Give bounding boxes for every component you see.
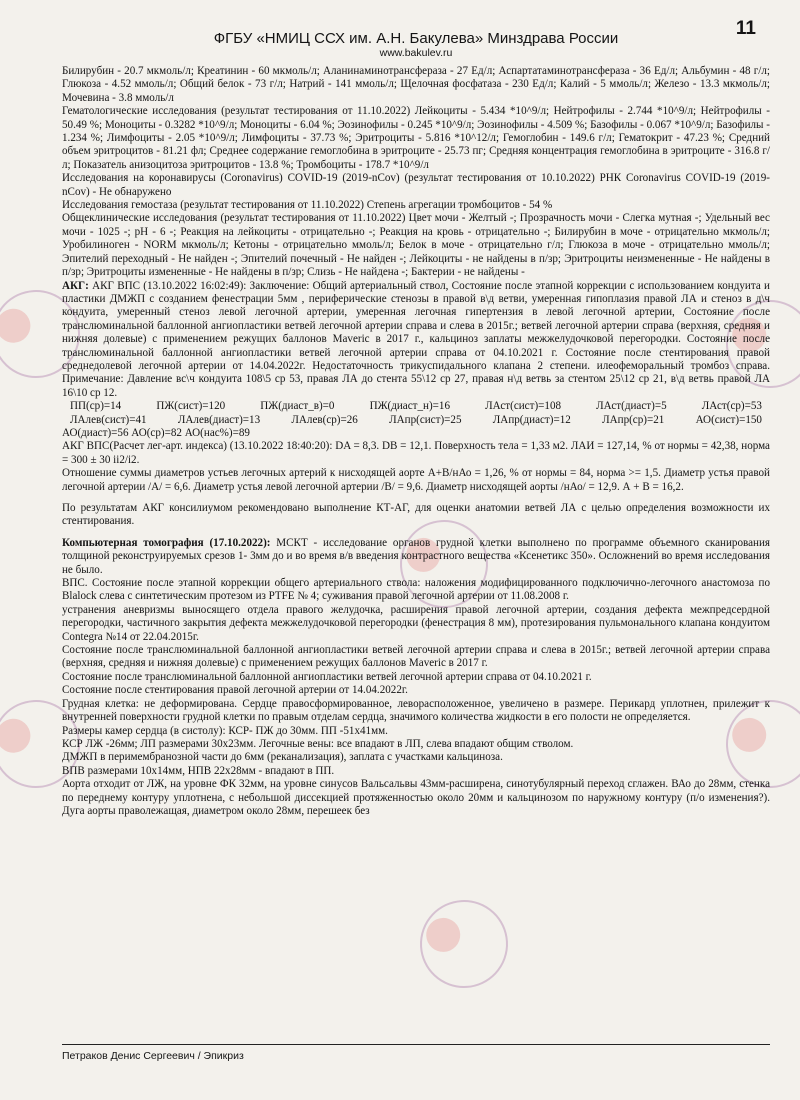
kt-paragraph: Аорта отходит от ЛЖ, на уровне ФК 32мм, на уровне синусов Вальсальвы 43мм-расширена, синотубулярный переход сглажен. ВАо до 28мм, стенка по переднему контуру уплотнена, с небольшой диссекцией протяженностью около 20мм и кальцинозом по наружному контуру (п/о изменения?). Дуга аорты праволежащая, диаметром около 28мм, перешеек без: [62, 778, 770, 817]
kt-paragraph: Состояние после транслюминальной баллонной ангиопластики ветвей легочной артерии справа от 04.10.2021 г.: [62, 670, 592, 683]
kt-paragraph: ВПС. Состояние после этапной коррекции общего артериального ствола: наложения модифицированного подключично-легочного анастомоза по Blalock слева с синтетическим протезом из PTFE № 4; суживания правой легочной артерии от 11.08.2008 г.: [62, 577, 770, 603]
measure: ЛАпр(диаст)=12: [492, 413, 571, 426]
kt-paragraph: Состояние после транслюминальной баллонной ангиопластики ветвей легочной артерии справа и слева в 2015г.; ветвей легочной артерии справа (верхняя, средняя и нижняя долевые) с применением режущих баллонов Maveric в 2017 г.: [62, 644, 770, 670]
kt-paragraph: Размеры камер сердца (в систолу): КСР- ПЖ до 30мм. ПП -51х41мм.: [62, 724, 388, 737]
lab-covid: Исследования на коронавирусы (Coronavirus) COVID-19 (2019-nCov) (результат тестирования от 10.10.2022) РНК Coronavirus COVID-19 (2019-nCov) - Не обнаружено: [62, 172, 770, 198]
konsilium-text: По результатам АКГ консилиумом рекомендовано выполнение КТ-АГ, для оценки анатомии ветвей ЛА с целью определения возможности их стентирования.: [62, 502, 770, 528]
kt-paragraph: КСР ЛЖ -26мм; ЛП размерами 30х23мм. Легочные вены: все впадают в ЛП, слева впадают общим стволом.: [62, 737, 574, 750]
akg-index-text2: Отношение суммы диаметров устьев легочных артерий к нисходящей аорте А+В/нАо = 1,26, % от нормы = 84, норма >= 1,5. Диаметр устья правой легочной артерии /А/ = 6,6. Диаметр устья левой легочной артерии /В/ = 9,6. Диаметр нисходящей аорты /нАо/ = 12,9. А + В = 16,2.: [62, 467, 770, 493]
measure: ЛАлев(ср)=26: [291, 413, 358, 426]
kt-label: Компьютерная томография (17.10.2022):: [62, 536, 271, 549]
document-body: [62, 65, 770, 400]
footer-text: Петраков Денис Сергеевич / Эпикриз: [62, 1050, 244, 1062]
akg-text: АКГ ВПС (13.10.2022 16:02:49): Заключение: Общий артериальный ствол, Состояние после этапной коррекции с использованием кондуита и пластики ДМЖП с созданием фенестрации 5мм , периферические стенозы в правой в\д ветви, умеренная гипоплазия правой ЛА и стеноз в д\ч кондуита, умеренный стеноз левой легочной артерии, умеренная легочная гипертензия в левой легочной артерии, Состояние после транслюминальной баллонной ангиопластики ветвей легочной артерии справа и слева в 2015г.; ветвей легочной артерии справа (верхняя, средняя и нижняя долевые) с применением режущих баллонов Maveric в 2017 г., кальциноз заплаты межжелудочковой перегородки. Состояние после транслюминальной баллонной ангиопластики ветвей легочной артерии справа от 04.10.2021 г. Состояние после стентирования правой среднедолевой легочной артерии от 14.04.2022г. Недостаточность трикуспидального клапана 2 степени. илеофеморальный тромбоз справа. Примечание: Давление вс\ч кондуита 108\5 ср 53, правая ЛА до стента 55\12 ср 27, правая н\д ветвь за стентом 25\12 ср 21, в\д ветвь правой ЛА 16\10 ср 12.: [62, 279, 770, 399]
kt-section: [62, 537, 770, 577]
measure: ПЖ(диаст_н)=16: [369, 400, 451, 413]
kt-text: МСКТ - исследование органов грудной клетки выполнено по программе объемного сканирования толщиной реконструируемых срезов 1- 3мм до и во время в/в введения контрастного вещества «Ксенетикс 350». Осложнений во время исследования не было.: [62, 536, 770, 576]
measure: ЛАлев(диаст)=13: [177, 413, 261, 426]
kt-paragraph: ДМЖП в перимембранозной части до 6мм (реканализация), заплата с участками кальциноза.: [62, 751, 503, 764]
akg-section: [62, 280, 770, 401]
kt-paragraph: Состояние после стентирования правой легочной артерии от 14.04.2022г.: [62, 684, 408, 697]
measure: ЛАпр(сист)=25: [389, 413, 462, 426]
page-number: 11: [735, 18, 756, 39]
measure: ПП(ср)=14: [70, 400, 122, 413]
akg-index-text: АКГ ВПС(Расчет лег-арт. индекса) (13.10.2022 18:40:20): DA = 8,3. DB = 12,1. Поверхность тела = 1,33 м2. ЛАИ = 127,14, % от нормы = 42,38, норма = 300 ± 30 ii2/i2.: [62, 440, 770, 466]
lab-biochemistry: Билирубин - 20.7 мкмоль/л; Креатинин - 60 мкмоль/л; Аланинаминотрансфераза - 27 Ед/л; Аспартатаминотрансфераза - 36 Ед/л; Альбумин - 48 г/л; Глюкоза - 4.52 ммоль/л; Общий белок - 73 г/л; Натрий - 141 ммоль/л; Щелочная фосфатаза - 230 Ед/л; Калий - 5 ммоль/л; Железо - 13.3 мкмоль/л; Мочевина - 3.8 ммоль/л: [62, 65, 770, 104]
lab-hematology: Гематологические исследования (результат тестирования от 11.10.2022) Лейкоциты - 5.434 *10^9/л; Нейтрофилы - 2.744 *10^9/л; Нейтрофилы - 50.49 %; Моноциты - 0.3282 *10^9/л; Моноциты - 6.04 %; Эозинофилы - 0.245 *10^9/л; Эозинофилы - 4.509 %; Базофилы - 0.067 *10^9/л; Базофилы - 1.234 %; Лимфоциты - 2.05 *10^9/л; Лимфоциты - 37.73 %; Эритроциты - 5.816 *10^12/л; Гемоглобин - 149.6 г/л; Гематокрит - 47.23 %; Средний объем эритроцитов - 81.21 фл; Среднее содержание гемоглобина в эритроците - 25.73 пг; Средняя концентрация гемоглобина в эритроците - 316.8 г/л; Показатель анизоцитоза эритроцитов - 13.8 %; Тромбоциты - 178.7 *10^9/л: [62, 105, 770, 171]
measure: ЛАст(ср)=53: [701, 400, 762, 413]
akg-measures-row: [62, 400, 770, 413]
measure: ПЖ(диаст_в)=0: [260, 400, 335, 413]
footer-divider: [62, 1044, 770, 1045]
lab-urinalysis: Общеклинические исследования (результат тестирования от 11.10.2022) Цвет мочи - Желтый -; Прозрачность мочи - Слегка мутная -; Удельный вес мочи - 1025 -; pH - 6 -; Реакция на лейкоциты - отрицательно -; Реакция на кровь - отрицательно -; Билирубин в моче - отрицательно мкмоль/л; Уробилиноген - NORM мкмоль/л; Кетоны - отрицательно ммоль/л; Белок в моче - отрицательно г/л; Глюкоза в моче - отрицательно ммоль/л; Эпителий переходный - Не найден -; Эпителий почечный - Не найден -; Лейкоциты - не найдены в п/зр; Эритроциты неизмененные - Не найдены в п/зр; Эритроциты измененные - Не найдены в п/зр; Слизь - Не найдена -; Бактерии - не найдены -: [62, 212, 770, 279]
measure: ЛАлев(сист)=41: [70, 413, 147, 426]
measure: ЛАст(сист)=108: [485, 400, 562, 413]
kt-paragraph: ВПВ размерами 10х14мм, НПВ 22х28мм - впадают в ПП.: [62, 764, 335, 777]
akg-measures-row: [62, 414, 770, 427]
document-body-continued: [62, 427, 770, 818]
header-title: ФГБУ «НМИЦ ССХ им. А.Н. Бакулева» Минздрава России: [213, 30, 619, 47]
measure: АО(сист)=150: [695, 413, 762, 426]
kt-paragraph: устранения аневризмы выносящего отдела правого желудочка, расширения правой легочной артерии, создания дефекта межпредсердной перегородки, частичного закрытия дефекта межжелудочковой перегородки (фенестрация 8 мм), протезирования пульмонального клапана кондуитом Contegra №14 от 22.04.2015г.: [62, 603, 770, 643]
header-url: www.bakulev.ru: [379, 47, 453, 59]
akg-label: АКГ:: [62, 279, 89, 292]
measure: ПЖ(сист)=120: [156, 400, 226, 413]
lab-hemostasis: Исследования гемостаза (результат тестирования от 11.10.2022) Степень агрегации тромбоцитов - 54 %: [62, 199, 553, 212]
measure: ЛАст(диаст)=5: [596, 400, 667, 413]
kt-paragraph: Грудная клетка: не деформирована. Сердце правосформированное, леворасположенное, увеличено в размере. Перикард уплотнен, прилежит к внутренней поверхности грудной клетки по правым отделам сердца, значимого количества жидкости в его полости не определяется.: [62, 697, 770, 724]
measure: ЛАпр(ср)=21: [602, 413, 665, 426]
akg-measures-row3: АО(диаст)=56 АО(ср)=82 АО(нас%)=89: [62, 426, 250, 439]
